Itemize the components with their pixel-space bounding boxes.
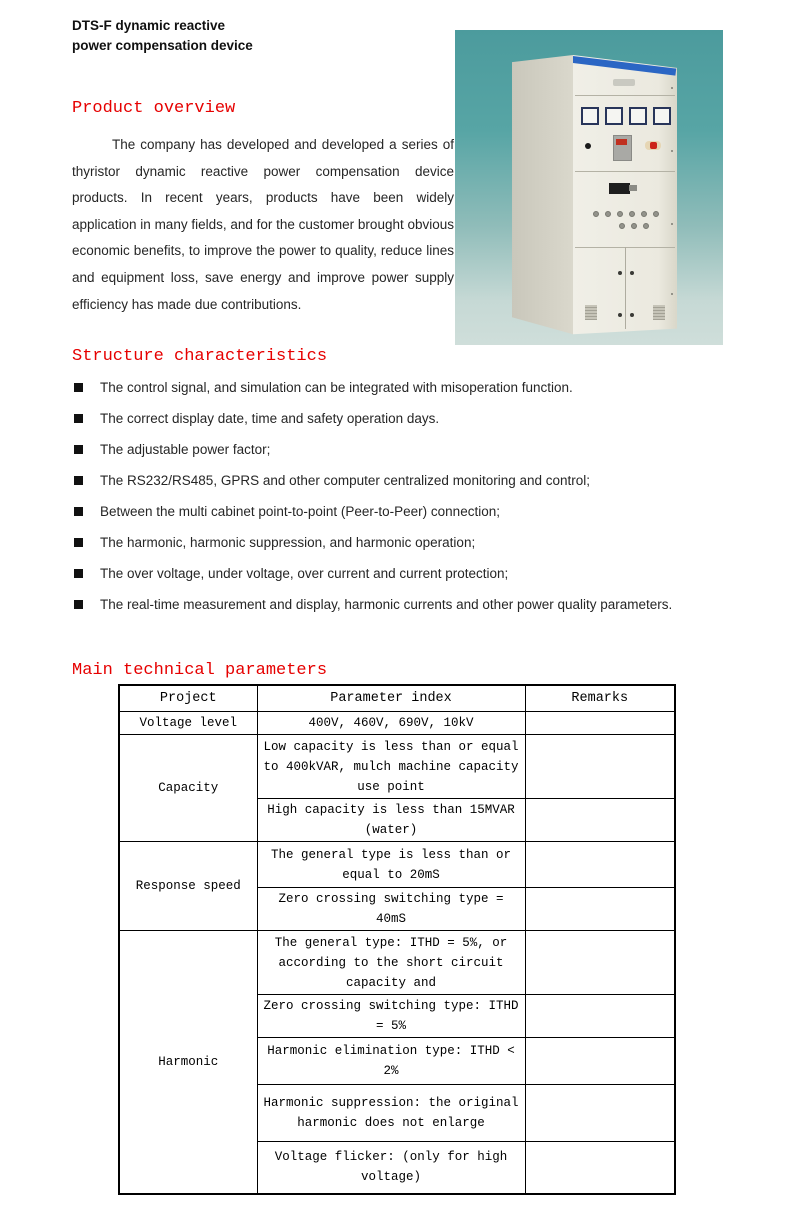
title-line-1: DTS-F dynamic reactive: [72, 18, 226, 33]
feature-item: [72, 465, 727, 496]
square-bullet-icon: [74, 569, 83, 578]
feature-item: [72, 403, 727, 434]
table-row: [119, 931, 675, 995]
remarks-cell: [525, 1142, 675, 1194]
indicator-light-icon: [617, 211, 623, 217]
hinge-dot: [671, 293, 673, 295]
indicator-light-icon: [631, 223, 637, 229]
indicator-light-icon: [629, 211, 635, 217]
square-bullet-icon: [74, 414, 83, 423]
indicator-light-icon: [619, 223, 625, 229]
structure-heading: Structure characteristics: [72, 347, 328, 366]
document-title: [72, 16, 253, 56]
param-cell: Zero crossing switching type = 40mS: [257, 888, 525, 931]
square-bullet-icon: [74, 538, 83, 547]
feature-item: [72, 527, 727, 558]
remarks-cell: [525, 1038, 675, 1085]
cabinet-front-panel: [573, 55, 677, 340]
hinge-dot: [671, 150, 673, 152]
door-knob-icon: [630, 313, 634, 317]
parameters-table: [118, 684, 676, 1195]
param-cell: Low capacity is less than or equal to 400kVAR, mulch machine capacity use point: [257, 735, 525, 799]
panel-groove: [575, 95, 675, 96]
feature-text: The over voltage, under voltage, over current and current protection;: [100, 566, 509, 581]
indicator-light-row: [593, 211, 659, 217]
param-cell: Harmonic suppression: the original harmonic does not enlarge: [257, 1085, 525, 1142]
remarks-cell: [525, 735, 675, 799]
indicator-light-icon: [641, 211, 647, 217]
project-cell: Harmonic: [119, 931, 257, 1194]
rotary-switch-icon: [645, 141, 661, 150]
param-cell: High capacity is less than 15MVAR (water): [257, 799, 525, 842]
hinge-dot: [671, 223, 673, 225]
feature-text: The real-time measurement and display, harmonic currents and other power quality parameters.: [100, 597, 673, 612]
square-bullet-icon: [74, 383, 83, 392]
project-cell: Capacity: [119, 735, 257, 842]
feature-item: [72, 434, 727, 465]
param-cell: 400V, 460V, 690V, 10kV: [257, 712, 525, 735]
breaker-handle-icon: [609, 183, 630, 194]
feature-text: The harmonic, harmonic suppression, and harmonic operation;: [100, 535, 476, 550]
feature-list: [72, 372, 727, 620]
vent-grille-icon: [653, 305, 665, 320]
product-photo: [455, 30, 723, 345]
param-cell: Zero crossing switching type: ITHD = 5%: [257, 995, 525, 1038]
feature-text: The RS232/RS485, GPRS and other computer centralized monitoring and control;: [100, 473, 591, 488]
hinge-dot: [671, 87, 673, 89]
param-cell: Harmonic elimination type: ITHD < 2%: [257, 1038, 525, 1085]
table-header-row: [119, 685, 675, 712]
feature-item: [72, 372, 727, 403]
remarks-cell: [525, 995, 675, 1038]
parameters-heading: Main technical parameters: [72, 661, 328, 680]
table-row: [119, 735, 675, 799]
push-button-icon: [585, 143, 591, 149]
cabinet-side-panel: [512, 55, 573, 340]
analog-meter-icon: [581, 107, 599, 125]
analog-meter-icon: [605, 107, 623, 125]
indicator-light-icon: [643, 223, 649, 229]
table-row: [119, 842, 675, 888]
square-bullet-icon: [74, 600, 83, 609]
table-row: [119, 712, 675, 735]
meter-row: [581, 107, 671, 125]
remarks-cell: [525, 799, 675, 842]
door-knob-icon: [618, 271, 622, 275]
controller-display-icon: [613, 135, 632, 161]
indicator-light-icon: [605, 211, 611, 217]
analog-meter-icon: [629, 107, 647, 125]
remarks-cell: [525, 842, 675, 888]
square-bullet-icon: [74, 476, 83, 485]
col-header-project: Project: [119, 685, 257, 712]
square-bullet-icon: [74, 507, 83, 516]
analog-meter-icon: [653, 107, 671, 125]
remarks-cell: [525, 931, 675, 995]
overview-heading: Product overview: [72, 99, 236, 118]
remarks-cell: [525, 712, 675, 735]
project-cell: Response speed: [119, 842, 257, 931]
project-cell: Voltage level: [119, 712, 257, 735]
feature-item: [72, 496, 727, 527]
feature-text: The adjustable power factor;: [100, 442, 271, 457]
panel-groove: [575, 171, 675, 172]
remarks-cell: [525, 1085, 675, 1142]
door-divider: [625, 247, 626, 329]
indicator-light-row: [619, 223, 649, 229]
feature-text: The control signal, and simulation can be integrated with misoperation function.: [100, 380, 573, 395]
cabinet-top-strip: [572, 56, 676, 76]
param-cell: The general type is less than or equal to 20mS: [257, 842, 525, 888]
door-knob-icon: [618, 313, 622, 317]
title-line-2: power compensation device: [72, 38, 253, 53]
feature-item: [72, 589, 727, 620]
param-cell: Voltage flicker: (only for high voltage): [257, 1142, 525, 1194]
feature-item: [72, 558, 727, 589]
square-bullet-icon: [74, 445, 83, 454]
remarks-cell: [525, 888, 675, 931]
feature-text: Between the multi cabinet point-to-point (Peer-to-Peer) connection;: [100, 504, 500, 519]
door-knob-icon: [630, 271, 634, 275]
cabinet-logo: [613, 79, 635, 86]
col-header-remarks: Remarks: [525, 685, 675, 712]
overview-paragraph: The company has developed and developed a series of thyristor dynamic reactive power compensation device products. In recent years, products have been widely application in many fields, and for the customer brought obvious economic benefits, to improve the power to quality, reduce lines and equipment loss, save energy and improve power supply efficiency has made due contributions.: [72, 137, 454, 312]
vent-grille-icon: [585, 305, 597, 320]
col-header-parameter-index: Parameter index: [257, 685, 525, 712]
param-cell: The general type: ITHD = 5%, or according to the short circuit capacity and: [257, 931, 525, 995]
indicator-light-icon: [653, 211, 659, 217]
indicator-light-icon: [593, 211, 599, 217]
feature-text: The correct display date, time and safety operation days.: [100, 411, 440, 426]
